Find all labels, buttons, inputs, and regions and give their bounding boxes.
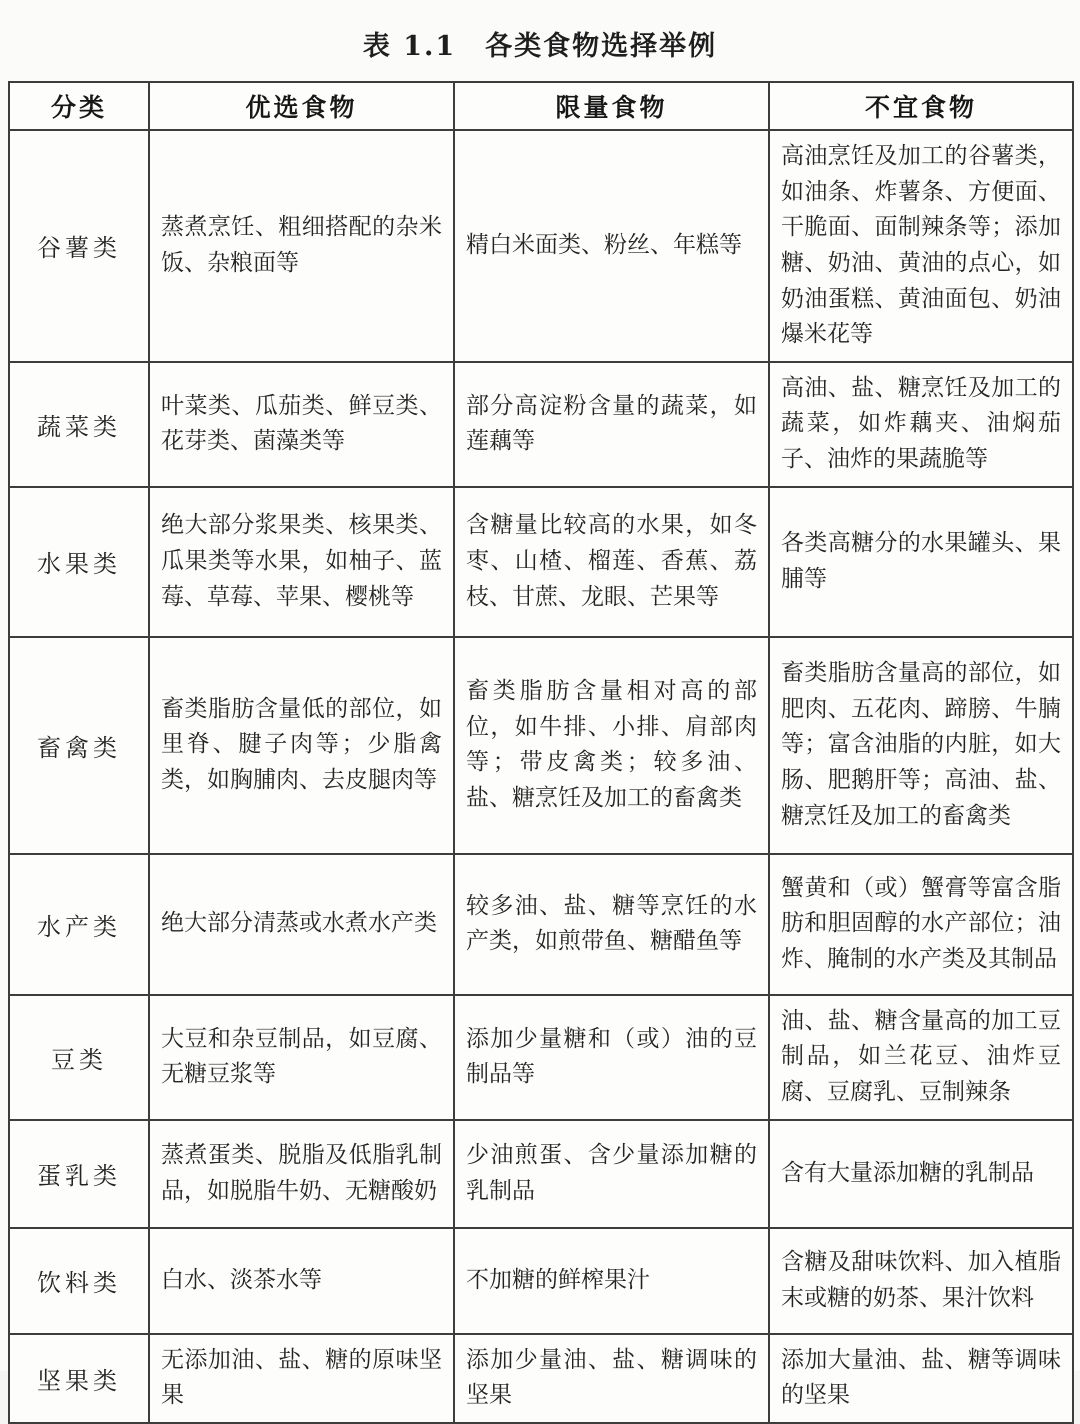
category-cell: 水果类 [9,487,149,637]
table-row [9,362,1073,487]
preferred-cell: 畜类脂肪含量低的部位，如里脊、腱子肉等；少脂禽类，如胸脯肉、去皮腿肉等 [149,637,454,854]
avoid-cell: 高油烹饪及加工的谷薯类，如油条、炸薯条、方便面、干脆面、面制辣条等；添加糖、奶油、黄油的点心，如奶油蛋糕、黄油面包、奶油爆米花等 [769,130,1073,362]
avoid-cell: 油、盐、糖含量高的加工豆制品，如兰花豆、油炸豆腐、豆腐乳、豆制辣条 [769,995,1073,1120]
preferred-cell: 蒸煮烹饪、粗细搭配的杂米饭、杂粮面等 [149,130,454,362]
table-row [9,995,1073,1120]
avoid-cell: 含有大量添加糖的乳制品 [769,1120,1073,1228]
preferred-cell: 蒸煮蛋类、脱脂及低脂乳制品，如脱脂牛奶、无糖酸奶 [149,1120,454,1228]
category-cell: 坚果类 [9,1334,149,1423]
avoid-cell: 含糖及甜味饮料、加入植脂末或糖的奶茶、果汁饮料 [769,1228,1073,1334]
table-row [9,130,1073,362]
limited-cell: 不加糖的鲜榨果汁 [454,1228,769,1334]
table-row [9,1120,1073,1228]
avoid-cell: 高油、盐、糖烹饪及加工的蔬菜，如炸藕夹、油焖茄子、油炸的果蔬脆等 [769,362,1073,487]
limited-cell: 含糖量比较高的水果，如冬枣、山楂、榴莲、香蕉、荔枝、甘蔗、龙眼、芒果等 [454,487,769,637]
preferred-cell: 绝大部分清蒸或水煮水产类 [149,854,454,995]
category-cell: 谷薯类 [9,130,149,362]
limited-cell: 精白米面类、粉丝、年糕等 [454,130,769,362]
limited-cell: 较多油、盐、糖等烹饪的水产类，如煎带鱼、糖醋鱼等 [454,854,769,995]
preferred-cell: 叶菜类、瓜茄类、鲜豆类、花芽类、菌藻类等 [149,362,454,487]
avoid-cell: 添加大量油、盐、糖等调味的坚果 [769,1334,1073,1423]
limited-cell: 少油煎蛋、含少量添加糖的乳制品 [454,1120,769,1228]
table-title: 表 1.1 各类食物选择举例 [362,31,718,62]
avoid-cell: 畜类脂肪含量高的部位，如肥肉、五花肉、蹄膀、牛腩等；富含油脂的内脏，如大肠、肥鹅肝等；高油、盐、糖烹饪及加工的畜禽类 [769,637,1073,854]
category-cell: 蔬菜类 [9,362,149,487]
column-header-avoid: 不宜食物 [769,82,1073,130]
column-header-limited: 限量食物 [454,82,769,130]
category-cell: 畜禽类 [9,637,149,854]
table-row [9,854,1073,995]
avoid-cell: 蟹黄和（或）蟹膏等富含脂肪和胆固醇的水产部位；油炸、腌制的水产类及其制品 [769,854,1073,995]
food-selection-table [8,81,1074,1424]
category-cell: 豆类 [9,995,149,1120]
table-row [9,1334,1073,1423]
preferred-cell: 绝大部分浆果类、核果类、瓜果类等水果，如柚子、蓝莓、草莓、苹果、樱桃等 [149,487,454,637]
category-cell: 蛋乳类 [9,1120,149,1228]
preferred-cell: 大豆和杂豆制品，如豆腐、无糖豆浆等 [149,995,454,1120]
column-header-category: 分类 [9,82,149,130]
limited-cell: 畜类脂肪含量相对高的部位，如牛排、小排、肩部肉等；带皮禽类；较多油、盐、糖烹饪及加工的畜禽类 [454,637,769,854]
table-row [9,1228,1073,1334]
category-cell: 饮料类 [9,1228,149,1334]
header-row [9,82,1073,130]
column-header-preferred: 优选食物 [149,82,454,130]
limited-cell: 添加少量油、盐、糖调味的坚果 [454,1334,769,1423]
limited-cell: 添加少量糖和（或）油的豆制品等 [454,995,769,1120]
avoid-cell: 各类高糖分的水果罐头、果脯等 [769,487,1073,637]
preferred-cell: 白水、淡茶水等 [149,1228,454,1334]
limited-cell: 部分高淀粉含量的蔬菜，如莲藕等 [454,362,769,487]
category-cell: 水产类 [9,854,149,995]
preferred-cell: 无添加油、盐、糖的原味坚果 [149,1334,454,1423]
table-row [9,637,1073,854]
table-row [9,487,1073,637]
